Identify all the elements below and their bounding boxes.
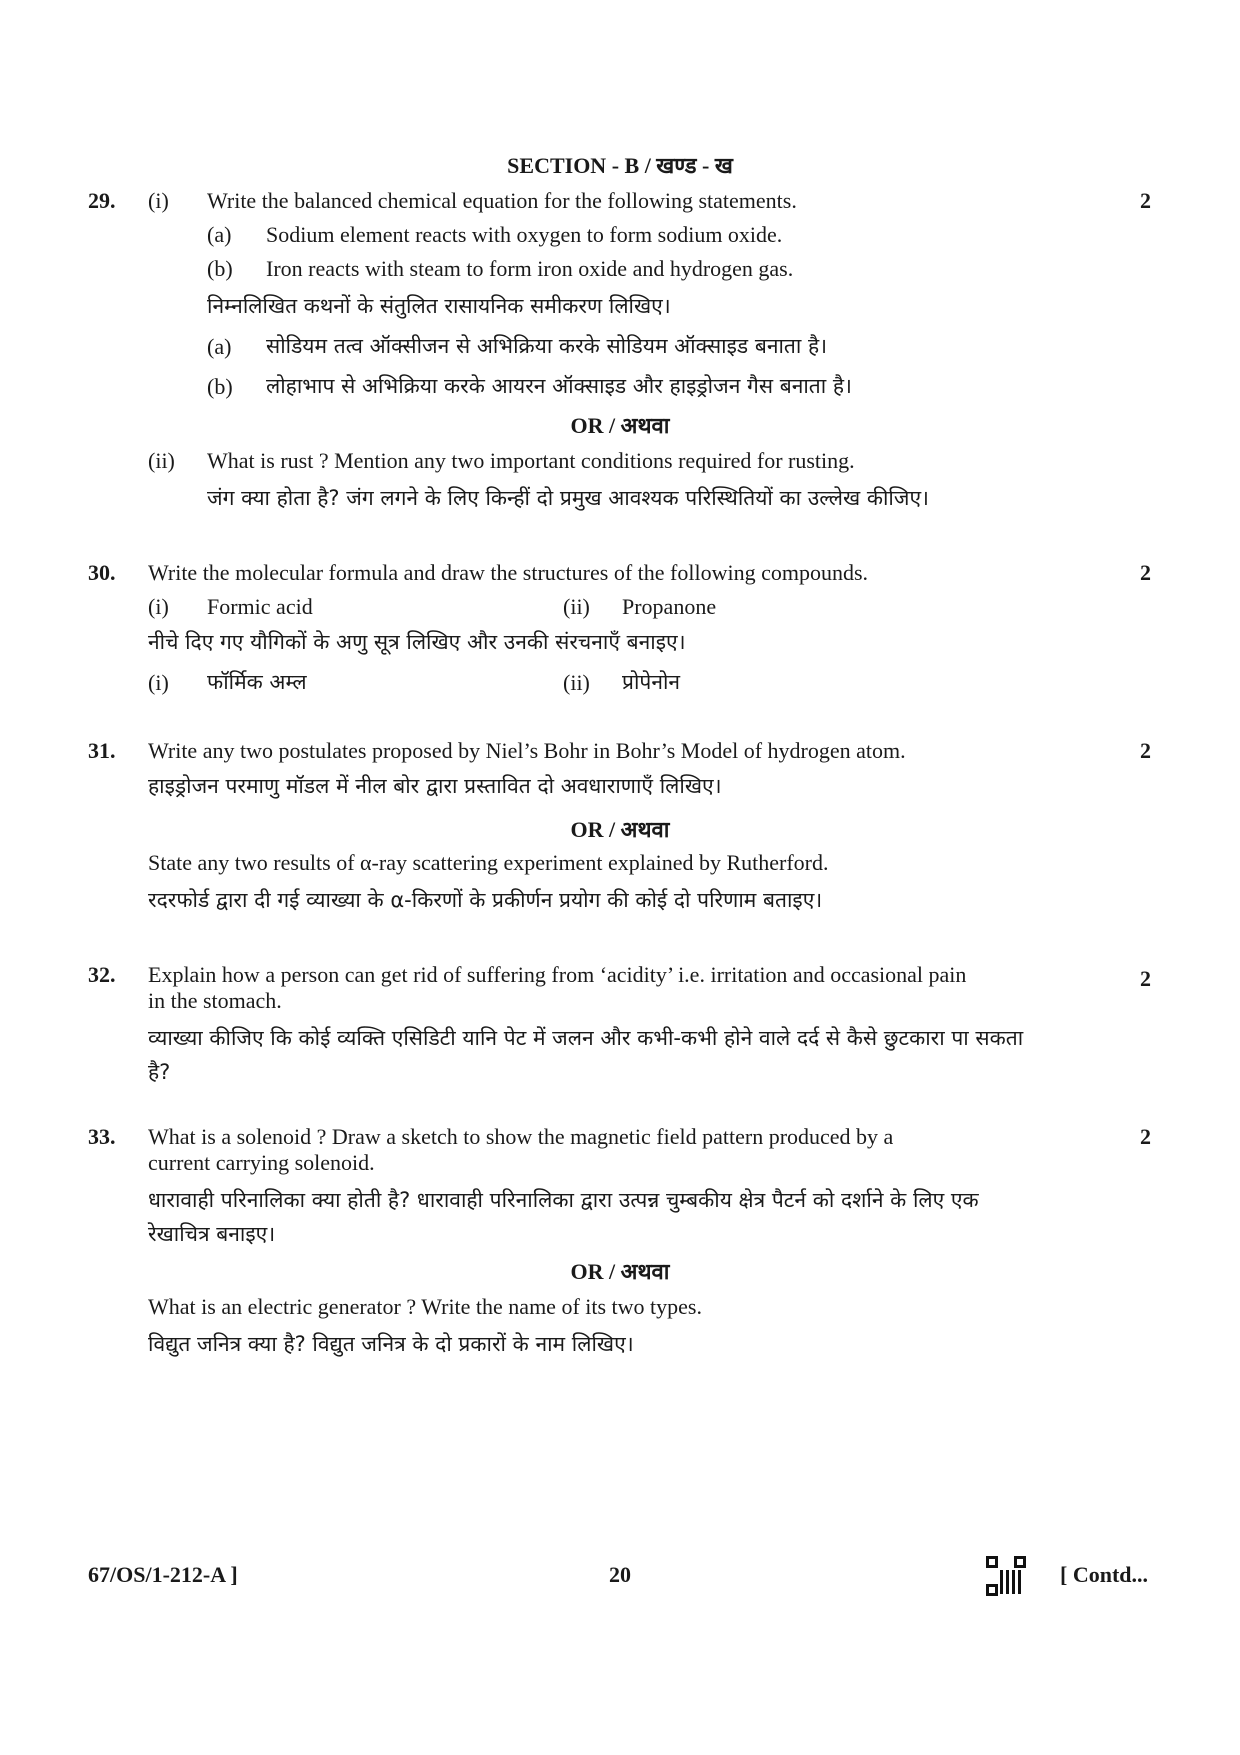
sub-label: (a) bbox=[207, 334, 232, 359]
continued-label: [ Contd... bbox=[1060, 1562, 1149, 1587]
question-text-hi: हाइड्रोजन परमाणु मॉडल में नील बोर द्वारा प्रस्तावित दो अवधाराणाएँ लिखिए। bbox=[148, 774, 722, 798]
marks: 2 bbox=[1140, 560, 1151, 585]
question-number: 32. bbox=[88, 962, 116, 987]
question-number: 33. bbox=[88, 1124, 116, 1149]
qr-code-icon bbox=[985, 1555, 1027, 1597]
question-text-en: Write the balanced chemical equation for the following statements. bbox=[207, 188, 797, 213]
sub-label: (ii) bbox=[563, 670, 590, 695]
sub-text-en: Sodium element reacts with oxygen to form sodium oxide. bbox=[266, 222, 783, 247]
sub-label: (b) bbox=[207, 374, 233, 399]
part-label: (ii) bbox=[148, 448, 175, 473]
sub-label: (i) bbox=[148, 670, 169, 695]
question-text-en: Write any two postulates proposed by Niel’s Bohr in Bohr’s Model of hydrogen atom. bbox=[148, 738, 906, 763]
sub-label: (b) bbox=[207, 256, 233, 281]
marks: 2 bbox=[1140, 966, 1151, 991]
question-text-hi: निम्नलिखित कथनों के संतुलित रासायनिक समीकरण लिखिए। bbox=[207, 294, 671, 318]
question-text-en: What is a solenoid ? Draw a sketch to show the magnetic field pattern produced by a bbox=[148, 1124, 894, 1149]
question-text-en: Write the molecular formula and draw the structures of the following compounds. bbox=[148, 560, 869, 585]
or-divider: OR / अथवा bbox=[570, 413, 670, 438]
compound-en: Formic acid bbox=[207, 594, 313, 619]
sub-label: (i) bbox=[148, 594, 169, 619]
alt-question-hi: विद्युत जनित्र क्या है? विद्युत जनित्र के दो प्रकारों के नाम लिखिए। bbox=[148, 1332, 634, 1356]
marks: 2 bbox=[1140, 1124, 1151, 1149]
alt-question-en: What is an electric generator ? Write the name of its two types. bbox=[148, 1294, 702, 1319]
or-divider: OR / अथवा bbox=[570, 1259, 670, 1284]
question-text-hi: व्याख्या कीजिए कि कोई व्यक्ति एसिडिटी यानि पेट में जलन और कभी-कभी होने वाले दर्द से कैसे छुटकारा पा सकता bbox=[148, 1026, 1024, 1050]
question-text-hi: धारावाही परिनालिका क्या होती है? धारावाही परिनालिका द्वारा उत्पन्न चुम्बकीय क्षेत्र पैटर्न को दर्शाने के लिए एक bbox=[148, 1188, 979, 1212]
or-divider: OR / अथवा bbox=[570, 817, 670, 842]
sub-text-hi: सोडियम तत्व ऑक्सीजन से अभिक्रिया करके सोडियम ऑक्साइड बनाता है। bbox=[266, 334, 828, 358]
alt-question-en: State any two results of α-ray scattering experiment explained by Rutherford. bbox=[148, 850, 829, 875]
sub-label: (ii) bbox=[563, 594, 590, 619]
compound-en: Propanone bbox=[622, 594, 717, 619]
part-label: (i) bbox=[148, 188, 169, 213]
sub-text-en: Iron reacts with steam to form iron oxide and hydrogen gas. bbox=[266, 256, 794, 281]
alt-question-hi: रदरफोर्ड द्वारा दी गई व्याख्या के α-किरणों के प्रकीर्णन प्रयोग की कोई दो परिणाम बताइए। bbox=[148, 888, 823, 912]
question-text-en: current carrying solenoid. bbox=[148, 1150, 375, 1175]
question-number: 29. bbox=[88, 188, 116, 213]
question-number: 30. bbox=[88, 560, 116, 585]
question-text-hi: जंग क्या होता है? जंग लगने के लिए किन्हीं दो प्रमुख आवश्यक परिस्थितियों का उल्लेख कीजिए। bbox=[207, 486, 930, 510]
question-number: 31. bbox=[88, 738, 116, 763]
question-text-hi: रेखाचित्र बनाइए। bbox=[148, 1222, 276, 1246]
sub-label: (a) bbox=[207, 222, 232, 247]
question-text-en: Explain how a person can get rid of suffering from ‘acidity’ i.e. irritation and occasional pain bbox=[148, 962, 967, 987]
sub-text-hi: लोहाभाप से अभिक्रिया करके आयरन ऑक्साइड और हाइड्रोजन गैस बनाता है। bbox=[266, 374, 852, 398]
marks: 2 bbox=[1140, 188, 1151, 213]
marks: 2 bbox=[1140, 738, 1151, 763]
compound-hi: फॉर्मिक अम्ल bbox=[207, 670, 307, 694]
question-text-hi: नीचे दिए गए यौगिकों के अणु सूत्र लिखिए और उनकी संरचनाएँ बनाइए। bbox=[148, 630, 686, 654]
question-text-en: What is rust ? Mention any two important conditions required for rusting. bbox=[207, 448, 855, 473]
page-number: 20 bbox=[609, 1562, 631, 1587]
question-text-en: in the stomach. bbox=[148, 988, 282, 1013]
question-text-hi: है? bbox=[148, 1060, 171, 1084]
compound-hi: प्रोपेनोन bbox=[622, 670, 681, 694]
section-title: SECTION - B / खण्ड - ख bbox=[507, 153, 733, 178]
paper-code: 67/OS/1-212-A ] bbox=[88, 1562, 238, 1587]
